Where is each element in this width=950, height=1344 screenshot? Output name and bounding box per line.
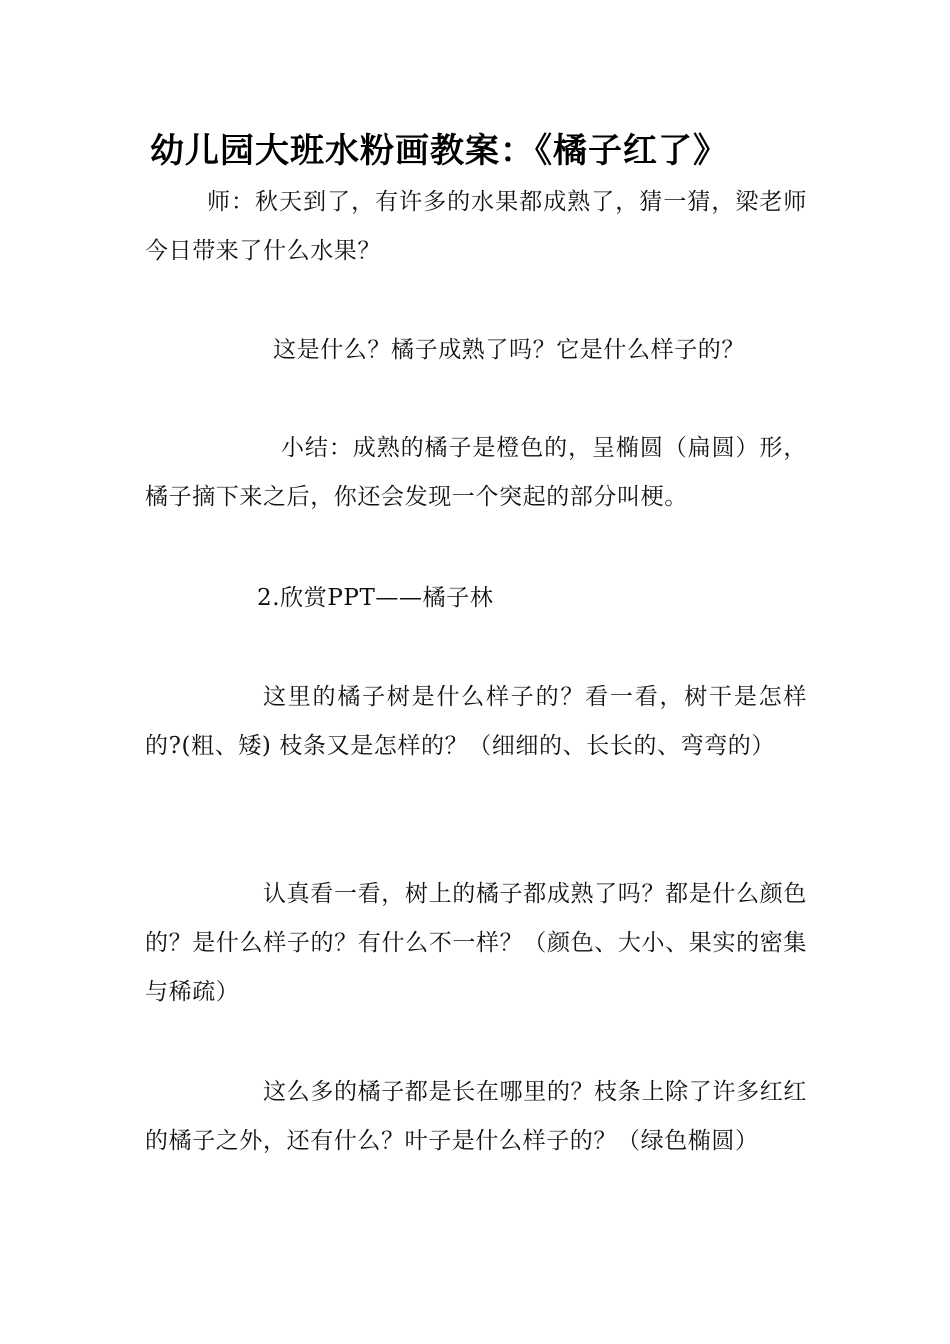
paragraph-leaves: 这么多的橘子都是长在哪里的？枝条上除了许多红红的橘子之外，还有什么？叶子是什么样子的？（绿色椭圆） [145, 1079, 807, 1154]
paragraph-orange-colors: 认真看一看，树上的橘子都成熟了吗？都是什么颜色的？是什么样子的？有什么不一样？（颜色、大小、果实的密集与稀疏） [145, 881, 807, 1005]
paragraph-summary: 小结：成熟的橘子是橙色的，呈椭圆（扁圆）形，橘子摘下来之后，你还会发现一个突起的部分叫梗。 [145, 435, 807, 510]
paragraph-what-is-this: 这是什么？橘子成熟了吗？它是什么样子的？ [273, 337, 745, 363]
document-title: 幼儿园大班水粉画教案：《橘子红了》 [150, 131, 728, 171]
paragraph-tree-shape: 这里的橘子树是什么样子的？看一看，树干是怎样的?(粗、矮) 枝条又是怎样的？（细细的、长长的、弯弯的） [145, 684, 807, 759]
paragraph-section-heading: 2.欣赏PPT——橘子林 [257, 585, 494, 611]
paragraph-teacher-intro: 师：秋天到了，有许多的水果都成熟了，猜一猜，梁老师今日带来了什么水果？ [145, 189, 807, 264]
